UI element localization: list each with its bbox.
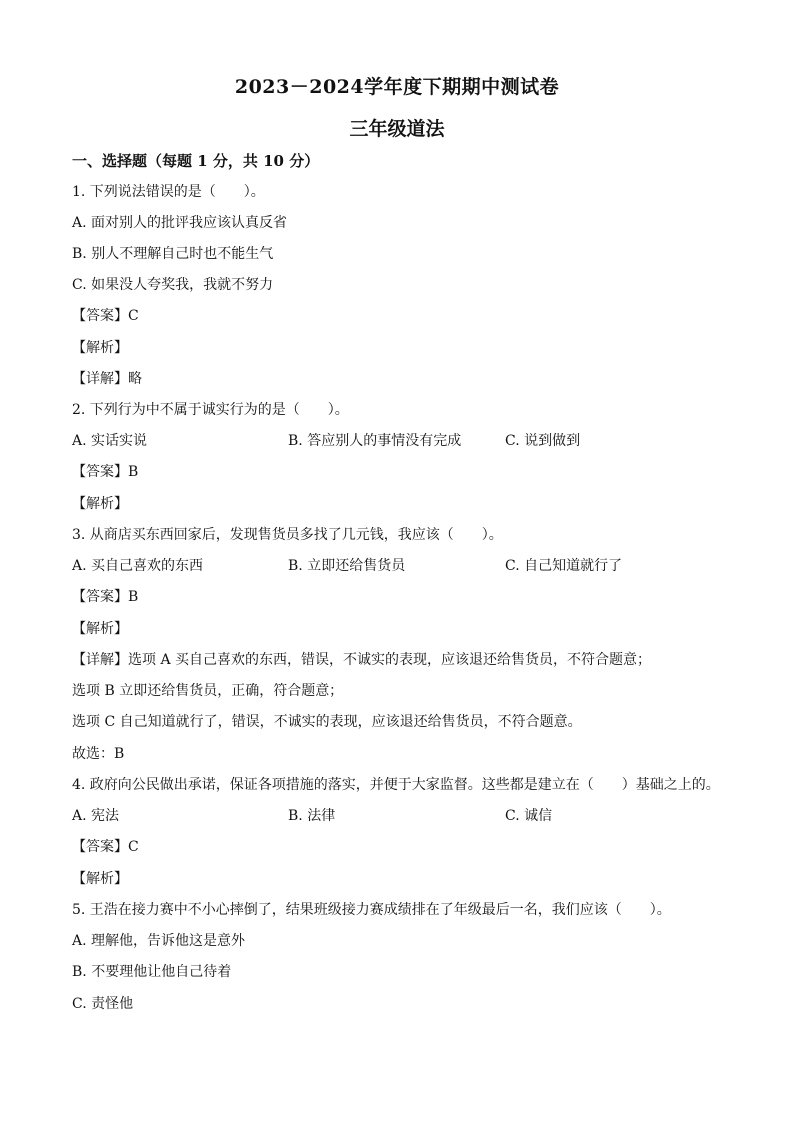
question-2-option-b: B. 答应别人的事情没有完成: [288, 433, 462, 449]
question-3-option-b: B. 立即还给售货员: [288, 558, 406, 574]
question-1-analysis: 【解析】: [72, 340, 128, 356]
question-5-option-a: A. 理解他，告诉他这是意外: [72, 933, 246, 949]
section-heading: 一、选择题（每题 1 分，共 10 分）: [72, 152, 320, 170]
question-3-choice: 故选：B: [72, 746, 125, 762]
question-3-answer: 【答案】B: [72, 589, 139, 605]
question-3-detail-1: 【详解】选项 A 买自己喜欢的东西，错误，不诚实的表现，应该退还给售货员，不符合题意；: [72, 652, 652, 668]
question-3-detail-3: 选项 C 自己知道就行了，错误，不诚实的表现，应该退还给售货员，不符合题意。: [72, 714, 582, 730]
question-2-option-c: C. 说到做到: [505, 433, 581, 449]
question-4-stem: 4. 政府向公民做出承诺，保证各项措施的落实，并便于大家监督。这些都是建立在（ ）基础之上的。: [72, 777, 720, 793]
question-2-analysis: 【解析】: [72, 496, 128, 512]
exam-title: 2023－2024学年度下期期中测试卷: [234, 76, 560, 98]
question-1-answer: 【答案】C: [72, 308, 139, 324]
question-1-detail: 【详解】略: [72, 371, 142, 387]
question-3-analysis: 【解析】: [72, 621, 128, 637]
question-5-option-c: C. 责怪他: [72, 996, 134, 1012]
question-2-answer: 【答案】B: [72, 464, 139, 480]
question-1-stem: 1. 下列说法错误的是（ ）。: [72, 184, 265, 200]
question-1-option-a: A. 面对别人的批评我应该认真反省: [72, 215, 288, 231]
question-4-option-b: B. 法律: [288, 808, 336, 824]
question-2-option-a: A. 实话实说: [72, 433, 148, 449]
question-3-detail-2: 选项 B 立即还给售货员，正确，符合题意；: [72, 683, 344, 699]
question-3-option-a: A. 买自己喜欢的东西: [72, 558, 204, 574]
question-4-option-a: A. 宪法: [72, 808, 120, 824]
question-5-option-b: B. 不要理他让他自己待着: [72, 964, 232, 980]
question-3-stem: 3. 从商店买东西回家后，发现售货员多找了几元钱，我应该（ ）。: [72, 527, 503, 543]
question-1-option-b: B. 别人不理解自己时也不能生气: [72, 246, 274, 262]
question-4-answer: 【答案】C: [72, 839, 139, 855]
question-4-analysis: 【解析】: [72, 871, 128, 887]
question-1-option-c: C. 如果没人夸奖我，我就不努力: [72, 277, 274, 293]
question-2-stem: 2. 下列行为中不属于诚实行为的是（ ）。: [72, 402, 349, 418]
question-4-option-c: C. 诚信: [505, 808, 553, 824]
question-3-option-c: C. 自己知道就行了: [505, 558, 623, 574]
exam-subtitle: 三年级道法: [349, 118, 445, 140]
question-5-stem: 5. 王浩在接力赛中不小心摔倒了，结果班级接力赛成绩排在了年级最后一名，我们应该（ ）。: [72, 902, 671, 918]
